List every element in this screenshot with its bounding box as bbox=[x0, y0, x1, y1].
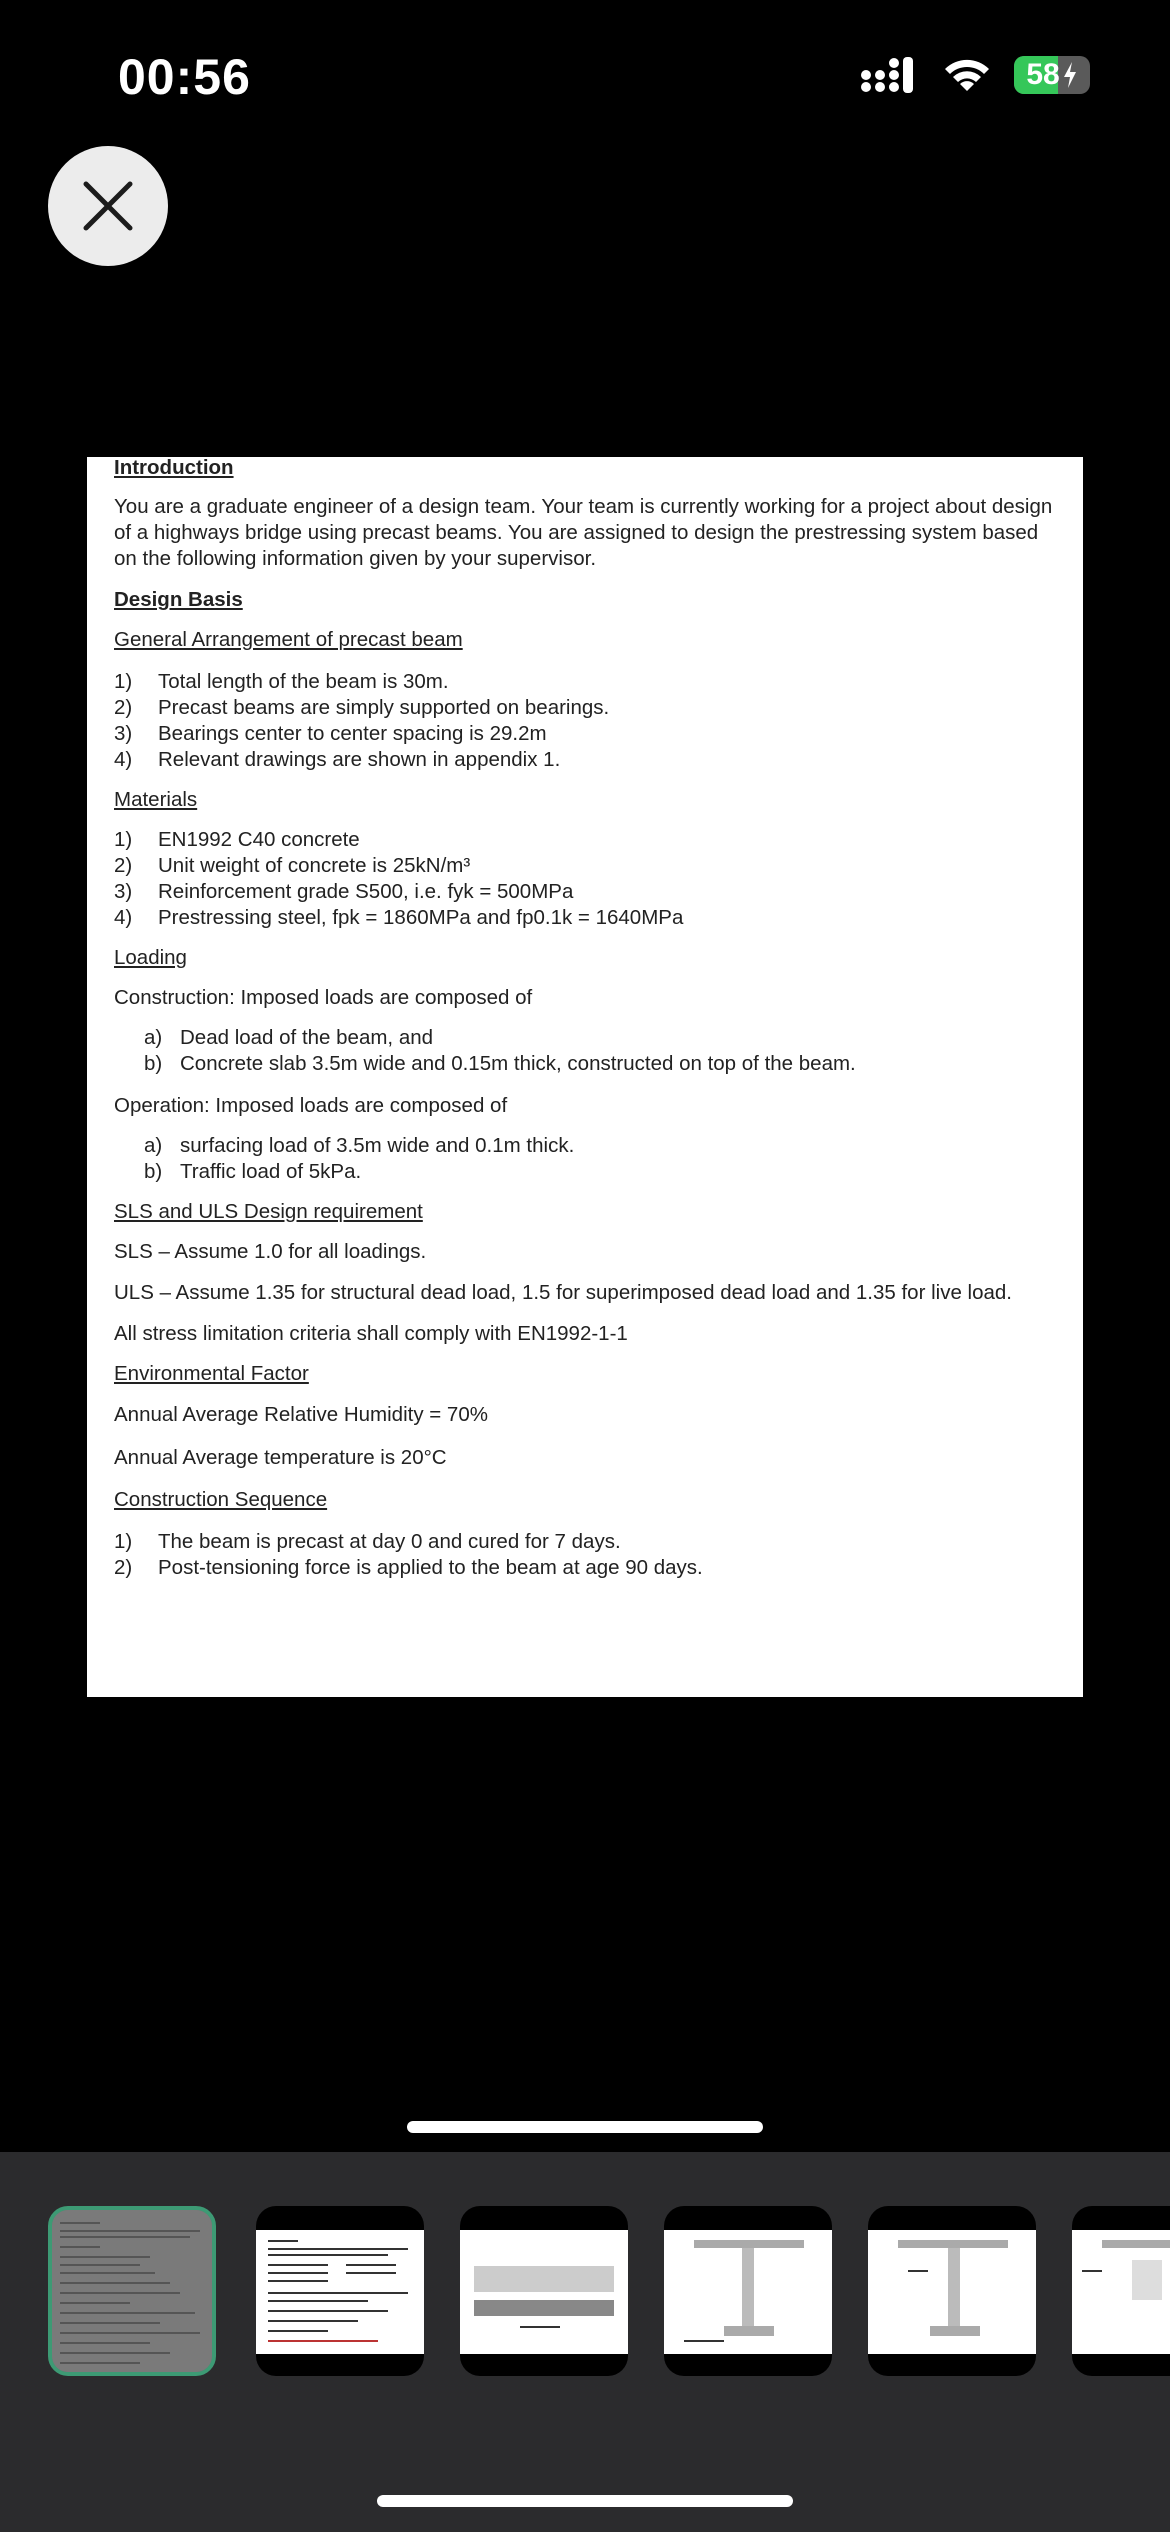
page-thumbnail-4[interactable] bbox=[664, 2206, 832, 2376]
list-item: 1) The beam is precast at day 0 and cured for 7 days. bbox=[114, 1530, 621, 1553]
page-thumbnail-strip[interactable] bbox=[0, 2152, 1170, 2532]
introduction-heading: Introduction bbox=[114, 456, 234, 479]
environmental-heading: Environmental Factor bbox=[114, 1362, 309, 1385]
design-basis-heading: Design Basis bbox=[114, 588, 243, 611]
list-item: b) Traffic load of 5kPa. bbox=[144, 1160, 362, 1183]
list-item: 2) Precast beams are simply supported on bearings. bbox=[114, 696, 610, 719]
construction-loads-list bbox=[114, 1025, 1053, 1077]
close-button[interactable] bbox=[48, 146, 168, 266]
document-page[interactable] bbox=[87, 457, 1083, 1697]
sls-uls-heading: SLS and ULS Design requirement bbox=[114, 1200, 423, 1223]
list-item: 4) Relevant drawings are shown in appendix 1. bbox=[114, 748, 561, 771]
list-item: 3) Reinforcement grade S500, i.e. fyk = 500MPa bbox=[114, 880, 574, 903]
list-item: a) Dead load of the beam, and bbox=[144, 1026, 434, 1049]
battery-level: 58 bbox=[1026, 58, 1060, 91]
page-thumbnail-3[interactable] bbox=[460, 2206, 628, 2376]
list-item: a) surfacing load of 3.5m wide and 0.1m thick. bbox=[144, 1134, 575, 1157]
list-item: 2) Post-tensioning force is applied to the beam at age 90 days. bbox=[114, 1556, 703, 1579]
general-arrangement-heading: General Arrangement of precast beam bbox=[114, 628, 463, 651]
list-item: 4) Prestressing steel, fpk = 1860MPa and fp0.1k = 1640MPa bbox=[114, 906, 684, 929]
battery-icon bbox=[1014, 56, 1090, 94]
page-thumbnail-1[interactable] bbox=[48, 2206, 216, 2376]
list-item: 1) EN1992 C40 concrete bbox=[114, 828, 360, 851]
status-icons bbox=[860, 55, 1090, 95]
stress-criteria-text: All stress limitation criteria shall comply with EN1992-1-1 bbox=[114, 1322, 628, 1345]
construction-sequence-list bbox=[114, 1529, 1053, 1581]
operation-loads-list bbox=[114, 1133, 1053, 1185]
materials-list bbox=[114, 827, 1053, 931]
list-item: 3) Bearings center to center spacing is 29.2m bbox=[114, 722, 547, 745]
list-item: b) Concrete slab 3.5m wide and 0.15m thick, constructed on top of the beam. bbox=[144, 1052, 856, 1075]
status-time: 00:56 bbox=[118, 49, 251, 105]
temperature-text: Annual Average temperature is 20°C bbox=[114, 1446, 447, 1469]
home-indicator[interactable] bbox=[377, 2495, 793, 2507]
page-thumbnail-2[interactable] bbox=[256, 2206, 424, 2376]
loading-heading: Loading bbox=[114, 946, 187, 969]
close-icon bbox=[80, 178, 136, 234]
sls-text: SLS – Assume 1.0 for all loadings. bbox=[114, 1240, 427, 1263]
construction-intro: Construction: Imposed loads are composed of bbox=[114, 986, 533, 1009]
list-item: 1) Total length of the beam is 30m. bbox=[114, 670, 449, 693]
charging-bolt-icon bbox=[1062, 62, 1078, 88]
materials-heading: Materials bbox=[114, 788, 198, 811]
list-item: 2) Unit weight of concrete is 25kN/m³ bbox=[114, 854, 471, 877]
introduction-body: You are a graduate engineer of a design team. Your team is currently working for a project about design of a highways bridge using precast beams. You are assigned to design the prestressing system based on the following information given by your supervisor. bbox=[114, 495, 1053, 570]
page-thumbnail-5[interactable] bbox=[868, 2206, 1036, 2376]
humidity-text: Annual Average Relative Humidity = 70% bbox=[114, 1403, 488, 1426]
uls-text: ULS – Assume 1.35 for structural dead load, 1.5 for superimposed dead load and 1.35 for live load. bbox=[114, 1281, 1012, 1304]
cellular-signal-icon bbox=[860, 55, 920, 95]
general-arrangement-list bbox=[114, 669, 1053, 773]
construction-sequence-heading: Construction Sequence bbox=[114, 1488, 328, 1511]
wifi-icon bbox=[942, 55, 992, 95]
page-thumbnail-6[interactable] bbox=[1072, 2206, 1170, 2376]
grabber-handle[interactable] bbox=[407, 2121, 763, 2133]
operation-intro: Operation: Imposed loads are composed of bbox=[114, 1094, 508, 1117]
